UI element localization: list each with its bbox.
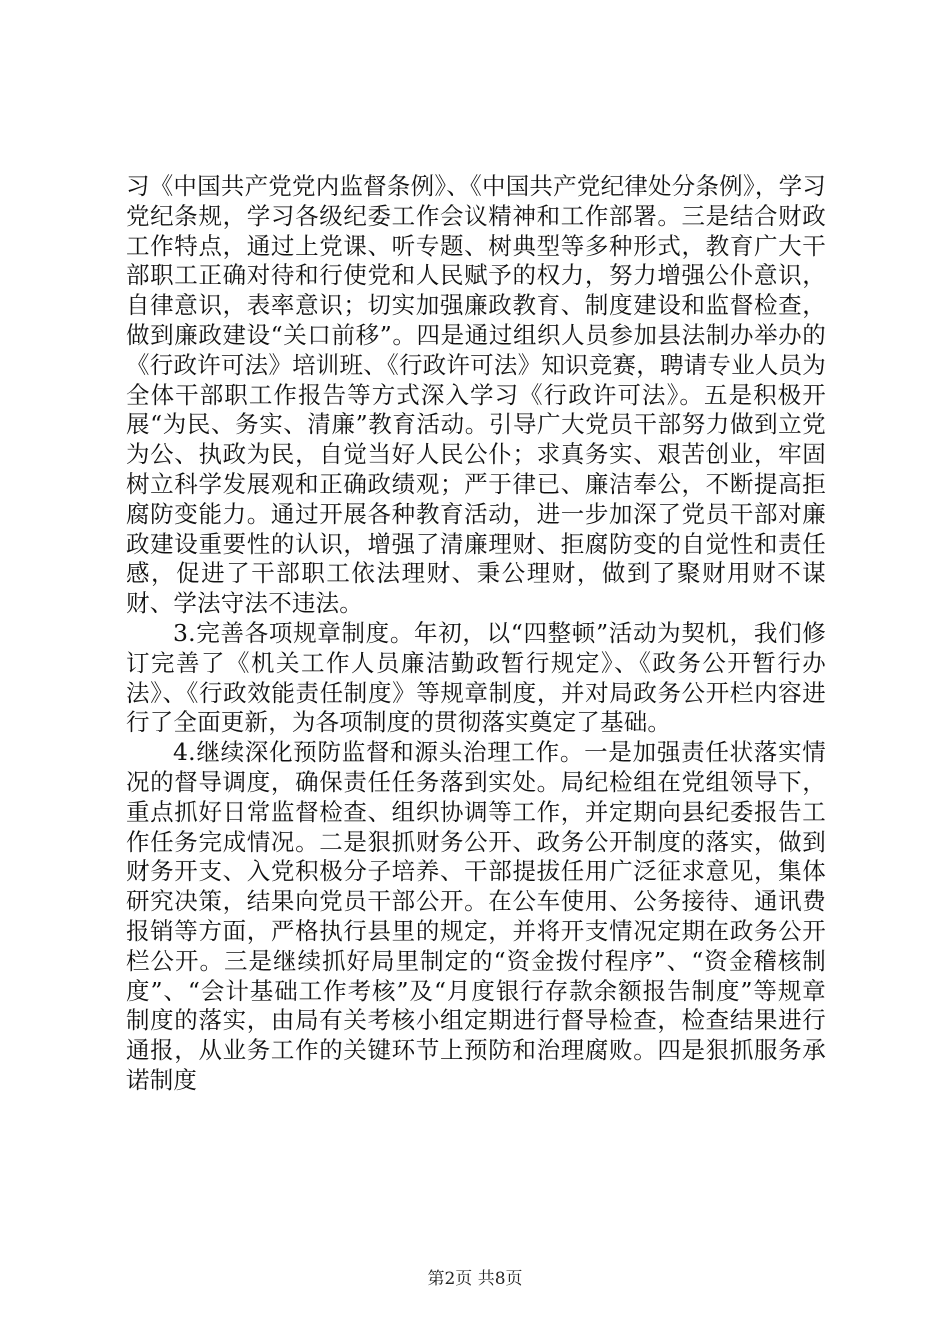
paragraph-item-3: 3.完善各项规章制度。年初，以“四整顿”活动为契机，我们修订完善了《机关工作人员廉洁勤政暂行规定》、《政务公开暂行办法》、《行政效能责任制度》等规章制度，并对局政务公开栏内容进行了全面更新，为各项制度的贯彻落实奠定了基础。: [126, 618, 826, 737]
paragraph-continuation: 习《中国共产党党内监督条例》、《中国共产党纪律处分条例》，学习党纪条规，学习各级纪委工作会议精神和工作部署。三是结合财政工作特点，通过上党课、听专题、树典型等多种形式，教育广大干部职工正确对待和行使党和人民赋予的权力，努力增强公仆意识，自律意识，表率意识；切实加强廉政教育、制度建设和监督检查，做到廉政建设“关口前移”。四是通过组织人员参加县法制办举办的《行政许可法》培训班、《行政许可法》知识竞赛，聘请专业人员为全体干部职工作报告等方式深入学习《行政许可法》。五是积极开展“为民、务实、清廉”教育活动。引导广大党员干部努力做到立党为公、执政为民，自觉当好人民公仆；求真务实、艰苦创业，牢固树立科学发展观和正确政绩观；严于律已、廉洁奉公，不断提高拒腐防变能力。通过开展各种教育活动，进一步加深了党员干部对廉政建设重要性的认识，增强了清廉理财、拒腐防变的自觉性和责任感，促进了干部职工依法理财、秉公理财，做到了聚财用财不谋财、学法守法不违法。: [126, 172, 826, 618]
document-body: [126, 172, 826, 1096]
page-number-footer: 第2页 共8页: [427, 1269, 523, 1289]
paragraph-item-4: 4.继续深化预防监督和源头治理工作。一是加强责任状落实情况的督导调度，确保责任任务落到实处。局纪检组在党组领导下，重点抓好日常监督检查、组织协调等工作，并定期向县纪委报告工作任务完成情况。二是狠抓财务公开、政务公开制度的落实，做到财务开支、入党积极分子培养、干部提拔任用广泛征求意见，集体研究决策，结果向党员干部公开。在公车使用、公务接待、通讯费报销等方面，严格执行县里的规定，并将开支情况定期在政务公开栏公开。三是继续抓好局里制定的“资金拨付程序”、“资金稽核制度”、“会计基础工作考核”及“月度银行存款余额报告制度”等规章制度的落实，由局有关考核小组定期进行督导检查，检查结果进行通报，从业务工作的关键环节上预防和治理腐败。四是狠抓服务承诺制度: [126, 738, 826, 1094]
